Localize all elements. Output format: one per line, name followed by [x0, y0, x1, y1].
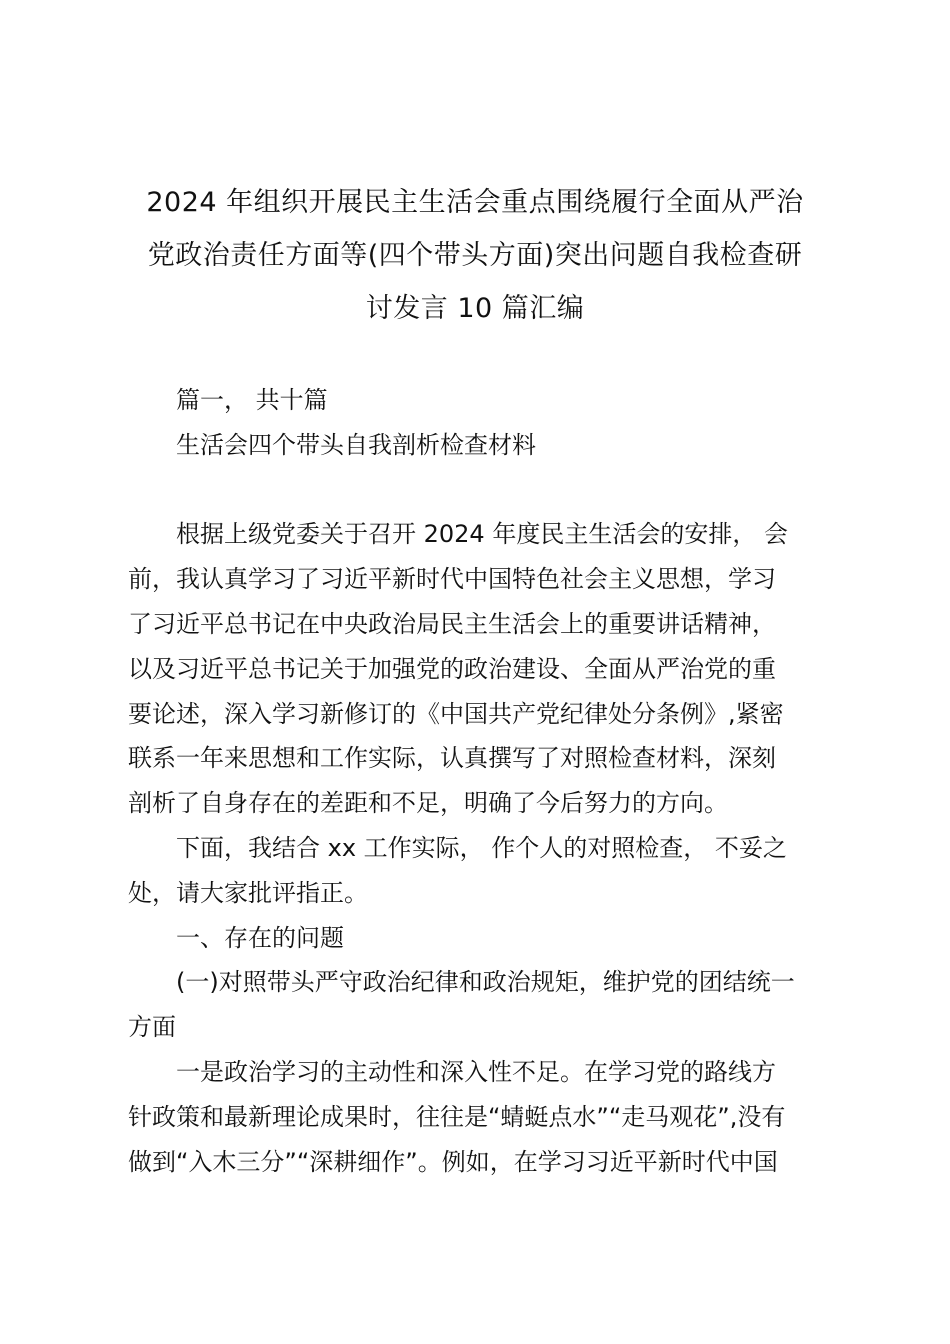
section-heading: 一、存在的问题	[176, 923, 344, 952]
text-line: 要论述，深入学习新修订的《中国共产党纪律处分条例》,紧密	[128, 699, 784, 728]
document-subtitle: 生活会四个带头自我剖析检查材料	[176, 430, 536, 459]
text-line: 处，请大家批评指正。	[128, 878, 368, 907]
title-line: 2024 年组织开展民主生活会重点围绕履行全面从严治	[146, 187, 804, 218]
text-line: 一是政治学习的主动性和深入性不足。在学习党的路线方	[176, 1057, 776, 1086]
document-body	[128, 378, 822, 1184]
paragraph-point-one	[128, 1050, 822, 1184]
text-line: (一)对照带头严守政治纪律和政治规矩，维护党的团结统一	[176, 968, 795, 997]
text-line: 以及习近平总书记关于加强党的政治建设、全面从严治党的重	[128, 654, 776, 683]
text-line: 了习近平总书记在中央政治局民主生活会上的重要讲话精神，	[128, 609, 776, 638]
text-line: 联系一年来思想和工作实际，认真撰写了对照检查材料，深刻	[128, 744, 776, 773]
text-line: 前，我认真学习了习近平新时代中国特色社会主义思想，学习	[128, 565, 776, 594]
heading-problems	[128, 916, 822, 961]
title-line: 讨发言 10 篇汇编	[365, 293, 585, 324]
title-line: 党政治责任方面等(四个带头方面)突出问题自我检查研	[147, 240, 803, 271]
text-line: 根据上级党委关于召开 2024 年度民主生活会的安排， 会	[176, 520, 788, 549]
paragraph-gap	[128, 468, 822, 513]
paragraph-transition	[128, 826, 822, 916]
text-line: 下面，我结合 xx 工作实际， 作个人的对照检查， 不妥之	[176, 833, 787, 862]
text-line: 针政策和最新理论成果时，往往是“蜻蜓点水”“走马观花”,没有	[128, 1102, 786, 1131]
subheading-discipline	[128, 960, 822, 1050]
text-line: 方面	[128, 1013, 176, 1042]
paragraph-intro	[128, 512, 822, 826]
text-line: 剖析了自身存在的差距和不足，明确了今后努力的方向。	[128, 789, 728, 818]
document-title	[128, 176, 822, 335]
section-label: 篇一， 共十篇	[176, 386, 328, 414]
text-line: 做到“入木三分”“深耕细作”。例如，在学习习近平新时代中国	[128, 1147, 778, 1176]
